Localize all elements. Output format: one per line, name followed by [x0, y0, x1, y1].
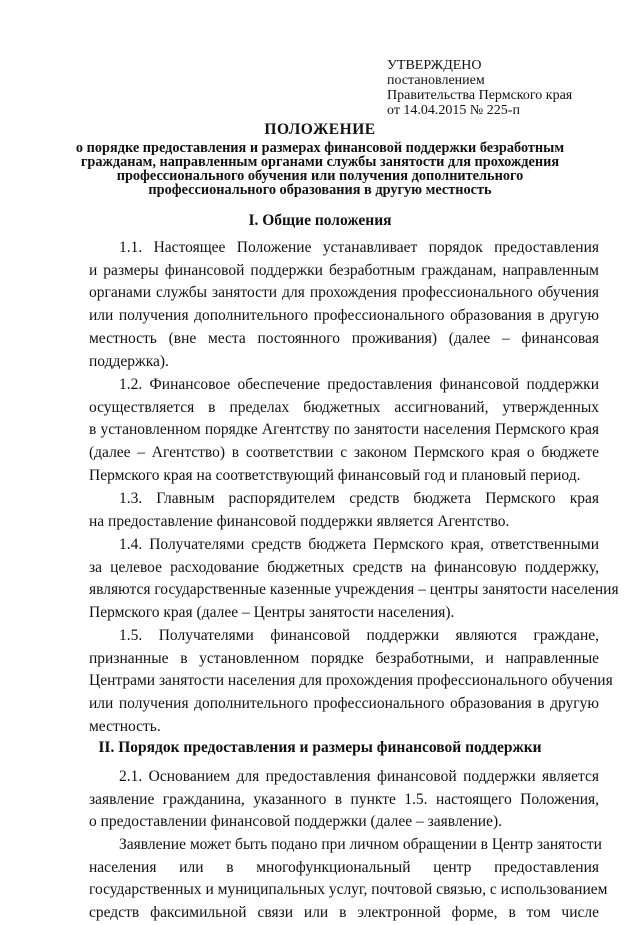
paragraph-1-5 [89, 625, 613, 739]
text-line: за целевое расходование бюджетных средств на финансовую поддержку, [89, 558, 599, 576]
paragraph-2-2 [89, 834, 608, 925]
subtitle-line: о порядке предоставления и размерах финансовой поддержки безработным [75, 140, 565, 156]
text-line: 1.4. Получателями средств бюджета Пермского края, ответственными [119, 536, 599, 553]
paragraph-1-4 [89, 534, 619, 625]
approval-stamp [387, 58, 572, 118]
text-line: 1.2. Финансовое обеспечение предоставления финансовой поддержки [119, 376, 599, 393]
document-title: ПОЛОЖЕНИЕ [264, 121, 376, 138]
text-line: местность (вне места постоянного проживания) (далее – финансовая [89, 329, 599, 347]
text-line: признанные в установленном порядке безработными, и направленные [89, 649, 599, 667]
text-line: и размеры финансовой поддержки безработным гражданам, направленным [89, 261, 599, 279]
subtitle-line: профессионального образования в другую местность [148, 182, 492, 198]
subtitle-line: профессионального обучения или получения дополнительного [116, 168, 524, 184]
text-line: средств факсимильной связи или в электронной форме, в том числе [89, 904, 599, 922]
text-line: населения или в многофункциональный центр предоставления [89, 858, 599, 876]
text-line: государственных и муниципальных услуг, почтовой связью, с использованием [89, 881, 608, 899]
paragraph-2-1 [89, 766, 599, 834]
text-line: поддержка). [89, 352, 169, 370]
text-line: или получения дополнительного профессионального образования в другую [89, 307, 599, 325]
document-subtitle [0, 141, 640, 197]
text-line: в установленном порядке Агентству по занятости населения Пермского края [89, 421, 599, 439]
text-line: 1.1. Настоящее Положение устанавливает порядок предоставления [119, 239, 599, 256]
paragraph-1-1 [89, 237, 599, 373]
approval-line-4: от 14.04.2015 № 225-п [387, 103, 520, 118]
approval-line-1: УТВЕРЖДЕНО [387, 58, 482, 73]
text-line: о предоставлении финансовой поддержки (далее – заявление). [89, 813, 502, 831]
paragraph-1-3 [89, 488, 599, 533]
section-2-heading: II. Порядок предоставления и размеры финансовой поддержки [98, 739, 542, 756]
text-line: являются государственные казенные учреждения – центры занятости населения [89, 581, 619, 599]
text-line: или получения дополнительного профессионального образования в другую [89, 695, 599, 713]
text-line: (далее – Агентство) в соответствии с законом Пермского края о бюджете [89, 444, 599, 462]
text-line: осуществляется в пределах бюджетных ассигнований, утвержденных [89, 398, 599, 416]
text-line: на предоставление финансовой поддержки является Агентство. [89, 512, 510, 530]
text-line: 1.5. Получателями финансовой поддержки являются граждане, [119, 627, 599, 644]
text-line: Заявление может быть подано при личном обращении в Центр занятости [119, 836, 602, 853]
section-1-heading: I. Общие положения [248, 212, 392, 229]
approval-line-2: постановлением [387, 73, 485, 88]
approval-line-3: Правительства Пермского края [387, 88, 573, 103]
text-line: органами службы занятости для прохождения профессионального обучения [89, 284, 599, 302]
text-line: Пермского края (далее – Центры занятости населения). [89, 604, 455, 622]
paragraph-1-2 [89, 374, 599, 488]
subtitle-line: гражданам, направленным органами службы занятости для прохождения [80, 154, 560, 170]
text-line: заявление гражданина, указанного в пункте 1.5. настоящего Положения, [89, 790, 599, 808]
text-line: 1.3. Главным распорядителем средств бюджета Пермского края [119, 490, 599, 507]
text-line: Центрами занятости населения для прохождения профессионального обучения [89, 672, 613, 690]
text-line: Пермского края на соответствующий финансовый год и плановый период. [89, 466, 581, 484]
text-line: местность. [89, 717, 161, 735]
text-line: 2.1. Основанием для предоставления финансовой поддержки является [119, 768, 599, 785]
